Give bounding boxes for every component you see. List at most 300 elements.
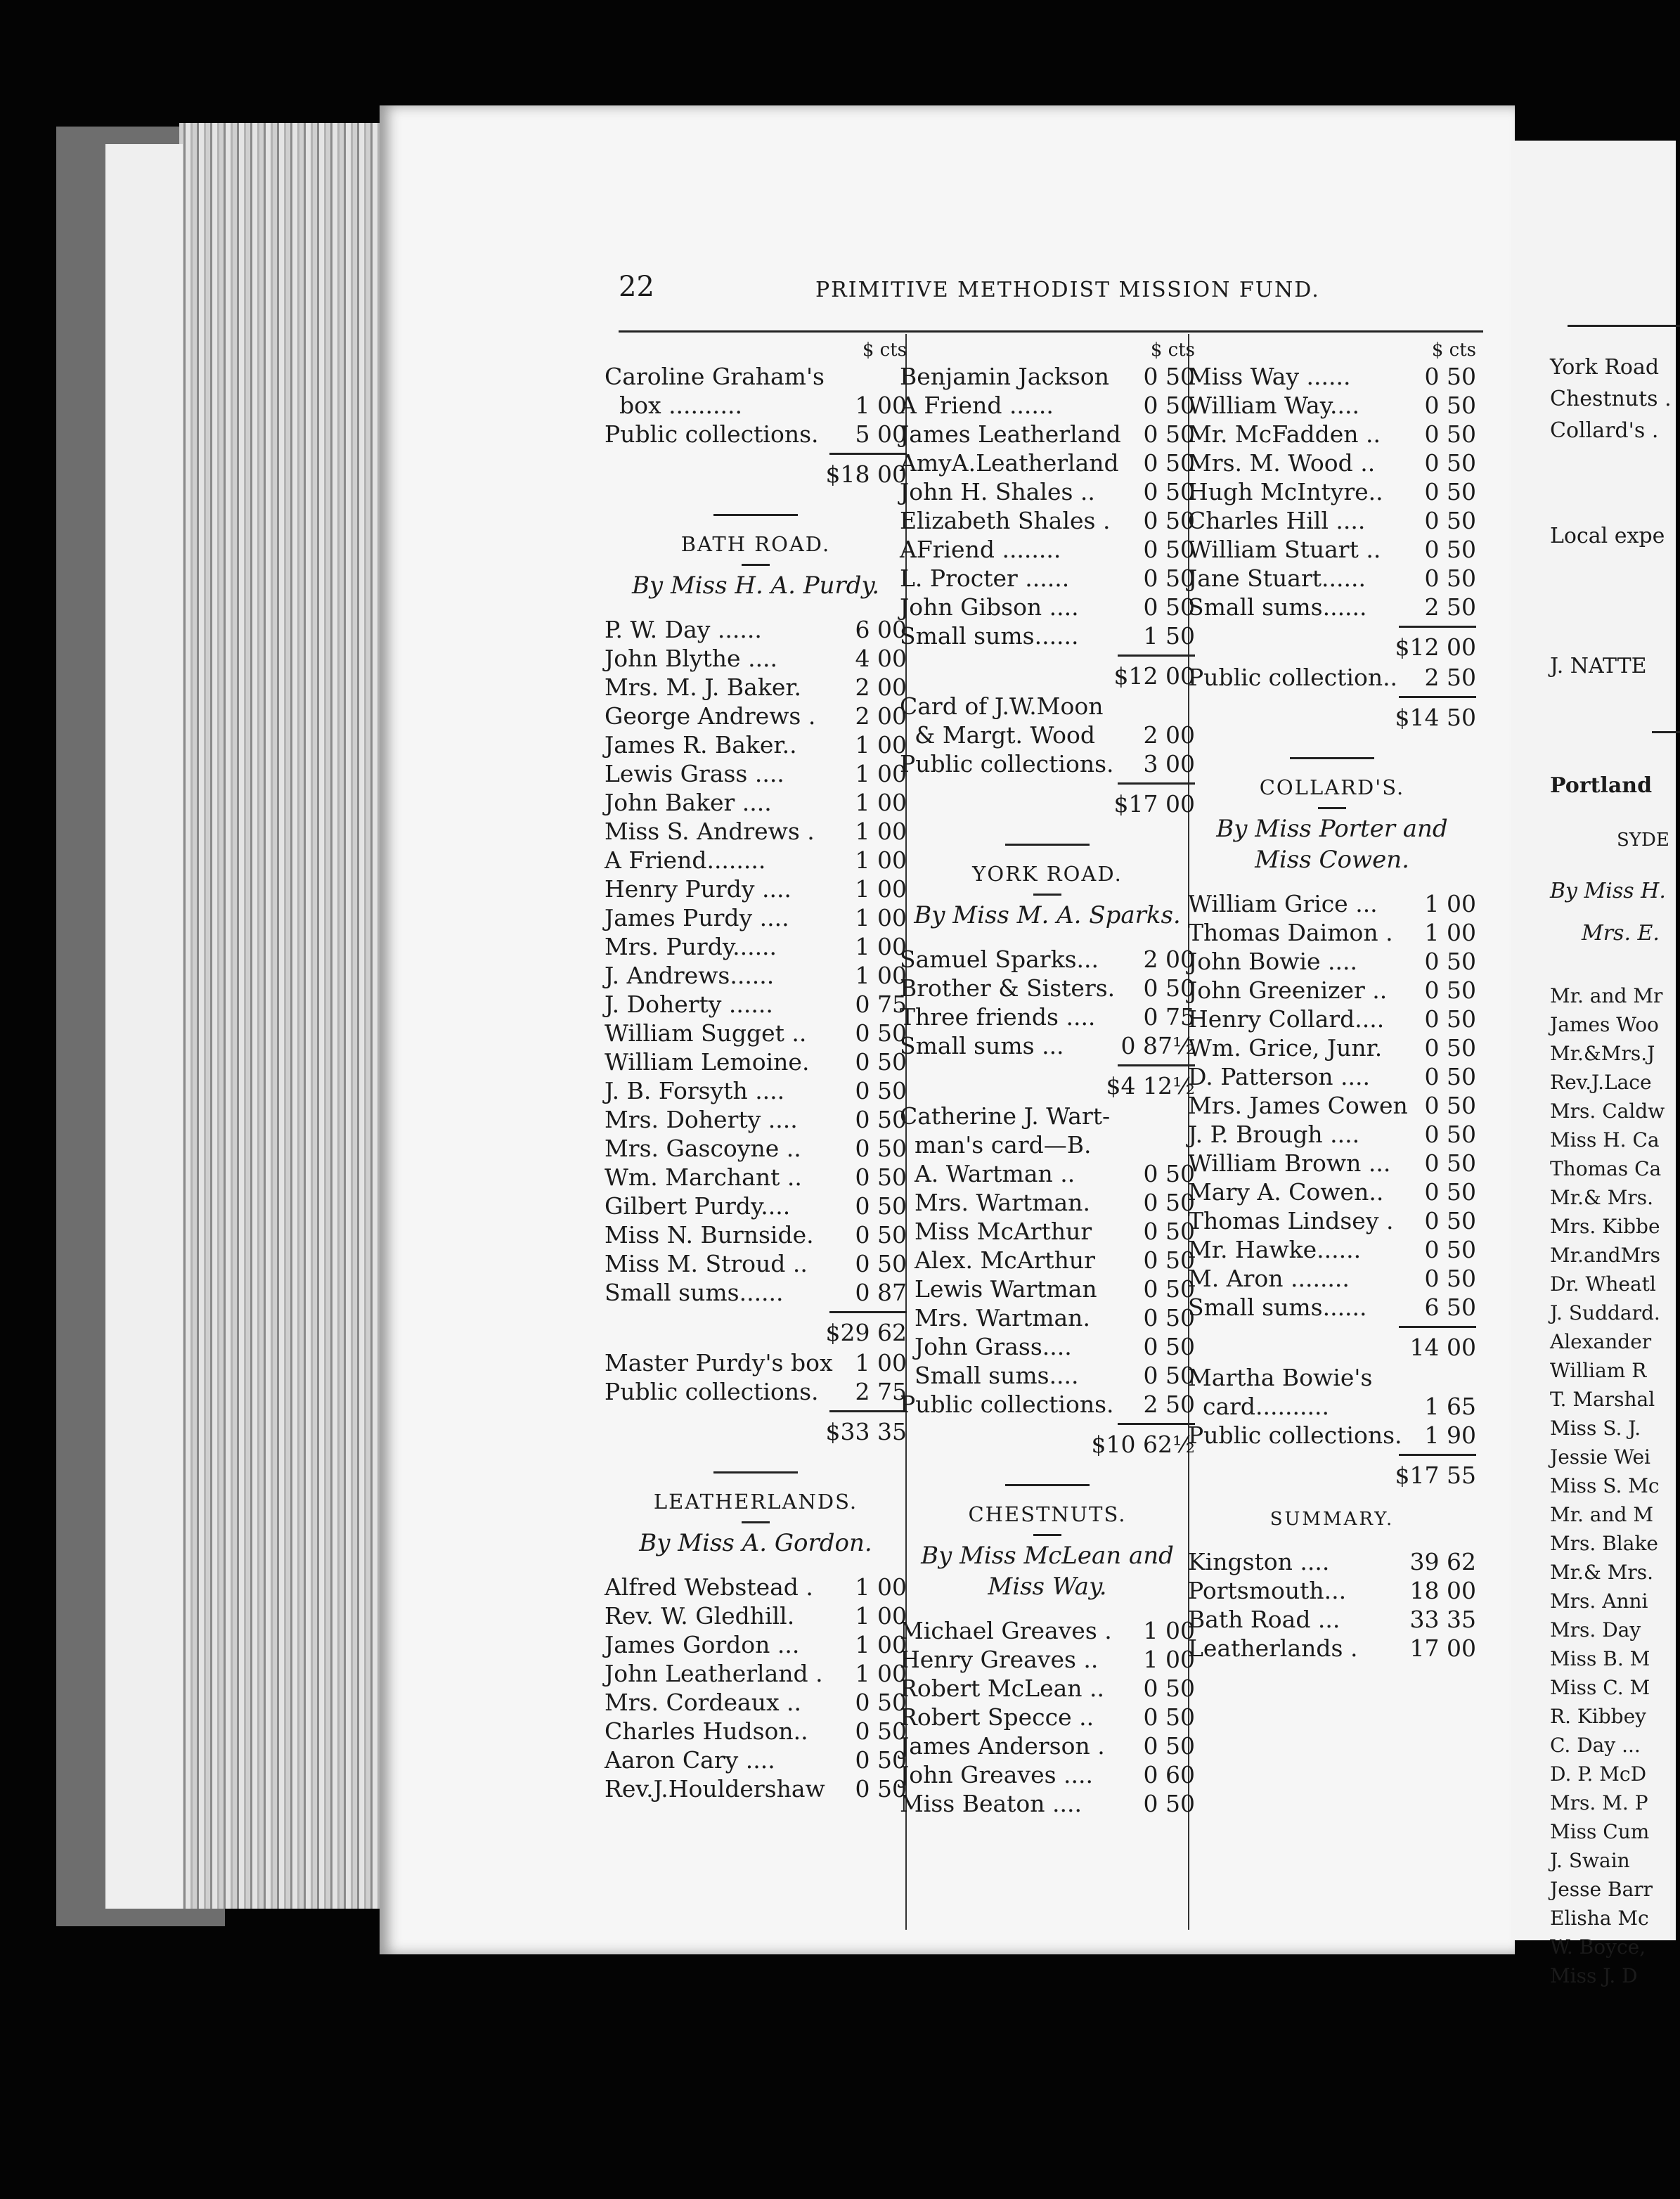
entry-amount: 1 65 xyxy=(1424,1393,1476,1420)
ledger-row xyxy=(605,730,907,759)
np-name: T. Marshal xyxy=(1550,1388,1655,1411)
entry-name: Rev.J.Houldershaw xyxy=(605,1775,825,1803)
ledger-row xyxy=(900,1361,1195,1390)
entry-name: Card of J.W.Moon xyxy=(900,692,1104,720)
total: $17 55 xyxy=(1395,1462,1476,1489)
entry-amount: 0 50 xyxy=(1424,392,1476,419)
page-edges xyxy=(179,123,404,1909)
entry-name: Leatherlands . xyxy=(1188,1634,1358,1662)
entry-amount: 0 50 xyxy=(1143,565,1195,592)
ledger-row xyxy=(605,788,907,817)
ledger-row xyxy=(1188,1149,1476,1178)
ledger-row xyxy=(900,1732,1195,1760)
entry-amount: 0 50 xyxy=(1424,948,1476,975)
entry-name: card.......... xyxy=(1188,1393,1329,1420)
summary-title: SUMMARY. xyxy=(1269,1509,1395,1530)
ledger-row xyxy=(605,961,907,990)
donor-list xyxy=(1188,362,1476,621)
ledger-row xyxy=(900,621,1195,650)
ledger-row xyxy=(1188,564,1476,593)
entry-amount: 0 50 xyxy=(1143,536,1195,563)
collector: By Miss M. A. Sparks. xyxy=(914,901,1181,929)
ledger-row xyxy=(605,1717,907,1746)
entry-amount: 1 50 xyxy=(1143,622,1195,650)
entry-amount: 1 00 xyxy=(855,904,907,931)
np-name: Mrs. Kibbe xyxy=(1550,1215,1660,1238)
section-separator xyxy=(713,514,798,516)
entry-amount: 2 50 xyxy=(1424,664,1476,691)
np-name: Mrs. Caldw xyxy=(1550,1100,1665,1123)
ledger-row xyxy=(605,615,907,644)
entry-name: Hugh McIntyre.. xyxy=(1188,478,1383,505)
entry-amount: 0 50 xyxy=(1143,507,1195,534)
entry-amount: 0 50 xyxy=(1143,1675,1195,1702)
sum-rule xyxy=(1399,696,1476,698)
entry-name: William Brown ... xyxy=(1188,1149,1391,1177)
ledger-row xyxy=(1188,506,1476,535)
entry-amount: 0 50 xyxy=(855,1746,907,1774)
np-line: Mrs. E. xyxy=(1582,921,1660,946)
entry-name: Small sums...... xyxy=(1188,593,1367,621)
entry-name: Mr. Hawke...... xyxy=(1188,1236,1362,1263)
total: $4 12½ xyxy=(1106,1072,1195,1100)
entry-name: James Leatherland xyxy=(900,420,1121,448)
entry-amount: 0 50 xyxy=(1424,363,1476,390)
np-name: R. Kibbey xyxy=(1550,1705,1646,1728)
entry-amount: 1 00 xyxy=(855,1660,907,1687)
entry-amount: 0 50 xyxy=(1143,363,1195,390)
section-title: BATH ROAD. xyxy=(680,532,831,556)
entry-name: P. W. Day ...... xyxy=(605,616,762,643)
entry-amount: 1 00 xyxy=(855,789,907,816)
entry-name: Charles Hill .... xyxy=(1188,507,1366,534)
extra-list xyxy=(1188,1363,1476,1450)
entry-amount: 0 50 xyxy=(855,1221,907,1249)
section-separator xyxy=(1005,1484,1090,1486)
entry-amount: 0 75 xyxy=(855,991,907,1018)
entry-name: Miss Beaton .... xyxy=(900,1790,1082,1817)
entry-name: James Purdy .... xyxy=(605,904,789,931)
np-name: Jessie Wei xyxy=(1550,1445,1650,1469)
card-list xyxy=(900,692,1195,778)
sum-rule xyxy=(1399,1454,1476,1456)
np-line: Chestnuts . xyxy=(1550,387,1672,411)
ledger-row xyxy=(605,1192,907,1220)
entry-name: Public collections. xyxy=(1188,1421,1402,1449)
entry-amount: 1 90 xyxy=(1424,1421,1476,1449)
ledger-row xyxy=(1188,1005,1476,1033)
ledger-row xyxy=(900,1159,1195,1188)
entry-amount: 0 50 xyxy=(1143,420,1195,448)
entry-amount: 2 50 xyxy=(1143,1391,1195,1418)
ledger-row xyxy=(605,990,907,1019)
entry-name: Kingston .... xyxy=(1188,1548,1330,1575)
extra-list xyxy=(1188,663,1476,692)
entry-name: John Gibson .... xyxy=(900,593,1079,621)
page-number: 22 xyxy=(619,271,654,303)
np-name: Mrs. Day xyxy=(1550,1618,1641,1642)
ledger-row xyxy=(900,1246,1195,1275)
ledger-row xyxy=(605,1163,907,1192)
rule xyxy=(1652,731,1680,733)
entry-amount: 1 00 xyxy=(855,846,907,874)
ledger-row xyxy=(900,1703,1195,1732)
entry-amount: 17 00 xyxy=(1409,1634,1476,1662)
entry-amount: 0 50 xyxy=(1424,1265,1476,1292)
ledger-row xyxy=(900,1616,1195,1645)
entry-name: John Bowie .... xyxy=(1188,948,1357,975)
ledger-row xyxy=(605,1047,907,1076)
np-name: Thomas Ca xyxy=(1550,1157,1662,1180)
np-name: C. Day ... xyxy=(1550,1734,1641,1757)
header-rule xyxy=(1568,325,1680,327)
ledger-row xyxy=(1188,420,1476,449)
ledger-row xyxy=(1188,1363,1476,1392)
ledger-row xyxy=(605,846,907,875)
entry-amount: 0 50 xyxy=(1143,1189,1195,1216)
entry-name: M. Aron ........ xyxy=(1188,1265,1350,1292)
entry-amount: 6 00 xyxy=(855,616,907,643)
entry-amount: 0 50 xyxy=(1143,1304,1195,1331)
dash xyxy=(742,1521,770,1523)
dash xyxy=(1033,894,1061,896)
sum-rule xyxy=(1118,782,1195,785)
entry-amount: 0 50 xyxy=(1143,478,1195,505)
ledger-row xyxy=(900,593,1195,621)
entry-amount: 0 50 xyxy=(1143,1333,1195,1360)
ledger-row xyxy=(605,1659,907,1688)
np-name: Elisha Mc xyxy=(1550,1907,1649,1930)
np-name: Mr. and M xyxy=(1550,1503,1653,1526)
ledger-row xyxy=(1188,1206,1476,1235)
ledger-row xyxy=(1188,663,1476,692)
ledger-row xyxy=(1188,1605,1476,1634)
ledger-row xyxy=(900,1188,1195,1217)
ledger-row xyxy=(900,1760,1195,1789)
ledger-row xyxy=(1188,1634,1476,1663)
header-rule xyxy=(619,330,1483,333)
entry-amount: 0 50 xyxy=(1424,1121,1476,1148)
entry-name: Small sums ... xyxy=(900,1032,1064,1059)
entry-amount: 0 50 xyxy=(1143,1703,1195,1731)
entry-amount: 0 50 xyxy=(855,1048,907,1076)
ledger-row xyxy=(1188,1235,1476,1264)
section-title: COLLARD'S. xyxy=(1259,775,1405,799)
entry-name: Robert Specce .. xyxy=(900,1703,1094,1731)
ledger-row xyxy=(605,759,907,788)
entry-amount: 0 50 xyxy=(1424,536,1476,563)
entry-name: Robert McLean .. xyxy=(900,1675,1105,1702)
entry-amount: 0 50 xyxy=(1143,1218,1195,1245)
ledger-row xyxy=(1188,1293,1476,1322)
entry-name: Mrs. M. J. Baker. xyxy=(605,673,801,701)
ledger-row xyxy=(900,449,1195,477)
entry-amount: 0 50 xyxy=(1424,1149,1476,1177)
ledger-row xyxy=(605,903,907,932)
entry-name: William Sugget .. xyxy=(605,1019,807,1047)
entry-amount: 1 00 xyxy=(855,760,907,787)
entry-amount: 0 50 xyxy=(1143,1160,1195,1187)
sum-rule xyxy=(829,1410,907,1412)
entry-name: Henry Greaves .. xyxy=(900,1646,1099,1673)
entry-name: Portsmouth... xyxy=(1188,1577,1347,1604)
ledger-row xyxy=(605,1134,907,1163)
ledger-row xyxy=(605,875,907,903)
ledger-row xyxy=(1188,535,1476,564)
entry-amount: 1 00 xyxy=(1143,1646,1195,1673)
entry-amount: 33 35 xyxy=(1409,1606,1476,1633)
column-2 xyxy=(900,334,1195,1818)
summary-list xyxy=(1188,1547,1476,1663)
entry-name: Catherine J. Wart- xyxy=(900,1102,1111,1130)
entry-amount: 1 00 xyxy=(855,1631,907,1658)
entry-amount: 0 50 xyxy=(855,1775,907,1803)
collector: By Miss H. A. Purdy. xyxy=(631,572,880,600)
ledger-row xyxy=(1188,947,1476,976)
entry-name: Master Purdy's box xyxy=(605,1349,833,1376)
ledger-row xyxy=(900,1275,1195,1303)
ledger-row xyxy=(1188,1120,1476,1149)
entry-amount: 2 00 xyxy=(855,673,907,701)
section-separator xyxy=(1290,757,1374,759)
entry-amount: 5 00 xyxy=(855,420,907,448)
dash xyxy=(1033,1534,1061,1536)
np-name: J. Swain xyxy=(1550,1849,1630,1872)
ledger-row xyxy=(900,420,1195,449)
extra-list xyxy=(605,1348,907,1406)
entry-amount: 1 00 xyxy=(1424,890,1476,917)
ledger-row xyxy=(900,535,1195,564)
np-name: Mrs. M. P xyxy=(1550,1791,1648,1814)
entry-amount: 2 50 xyxy=(1424,593,1476,621)
unit-label: $ cts xyxy=(862,340,907,361)
np-name: William R xyxy=(1550,1359,1647,1382)
dash xyxy=(1318,807,1346,809)
ledger-row xyxy=(900,1130,1195,1159)
ledger-row xyxy=(605,1019,907,1047)
entry-amount: 0 50 xyxy=(1424,1092,1476,1119)
donor-list xyxy=(900,1616,1195,1818)
np-line: York Road xyxy=(1550,355,1660,380)
ledger-row xyxy=(605,1774,907,1803)
ledger-row xyxy=(605,1249,907,1278)
entry-name: Miss M. Stroud .. xyxy=(605,1250,808,1277)
ledger-row xyxy=(900,1102,1195,1130)
entry-name: Aaron Cary .... xyxy=(605,1746,775,1774)
entry-name: John H. Shales .. xyxy=(900,478,1095,505)
entry-name: Mrs. Doherty .... xyxy=(605,1106,798,1133)
entry-amount: 6 50 xyxy=(1424,1294,1476,1321)
ledger-row xyxy=(605,1630,907,1659)
collector: By Miss Porter and xyxy=(1216,815,1448,843)
entry-name: William Lemoine. xyxy=(605,1048,810,1076)
ledger-row xyxy=(605,1746,907,1774)
ledger-row xyxy=(605,702,907,730)
entry-name: Small sums...... xyxy=(1188,1294,1367,1321)
entry-amount: 0 50 xyxy=(1424,478,1476,505)
entry-name: J. Andrews...... xyxy=(605,962,775,989)
donor-list xyxy=(605,1573,907,1803)
entry-name: Miss Way ...... xyxy=(1188,363,1351,390)
collector: Miss Cowen. xyxy=(1255,846,1409,874)
donor-list xyxy=(605,615,907,1307)
entry-amount: 18 00 xyxy=(1409,1577,1476,1604)
section-title: CHESTNUTS. xyxy=(968,1502,1127,1526)
entry-amount: 4 00 xyxy=(855,645,907,672)
ledger-row xyxy=(605,1573,907,1601)
ledger-row xyxy=(605,420,907,449)
collector: By Miss McLean and xyxy=(921,1542,1174,1570)
entry-name: Elizabeth Shales . xyxy=(900,507,1111,534)
np-line: Collard's . xyxy=(1550,418,1659,443)
sum-rule xyxy=(1118,654,1195,657)
entry-name: John Greenizer .. xyxy=(1188,976,1388,1004)
np-name: W. Boyce, xyxy=(1550,1935,1646,1959)
np-name: James Woo xyxy=(1550,1013,1659,1036)
entry-name: Public collections. xyxy=(900,750,1114,778)
section-separator xyxy=(1005,844,1090,846)
ledger-row xyxy=(1188,889,1476,918)
ledger-row xyxy=(900,1390,1195,1419)
sum-rule xyxy=(829,453,907,455)
ledger-row xyxy=(605,1601,907,1630)
entry-amount: 0 50 xyxy=(1424,976,1476,1004)
entry-name: Henry Purdy .... xyxy=(605,875,791,903)
entry-name: William Way.... xyxy=(1188,392,1359,419)
entry-amount: 0 50 xyxy=(855,1135,907,1162)
entry-amount: 3 00 xyxy=(1143,750,1195,778)
entry-name: Miss McArthur xyxy=(900,1218,1092,1245)
entry-name: Rev. W. Gledhill. xyxy=(605,1602,795,1630)
entry-name: Bath Road ... xyxy=(1188,1606,1340,1633)
np-name: Mrs. Blake xyxy=(1550,1532,1658,1555)
entry-name: Public collections. xyxy=(900,1391,1114,1418)
entry-name: Charles Hudson.. xyxy=(605,1717,808,1745)
entry-name: Wm. Marchant .. xyxy=(605,1163,802,1191)
ledger-row xyxy=(605,1220,907,1249)
ledger-row xyxy=(900,477,1195,506)
entry-amount: 0 50 xyxy=(1424,1005,1476,1033)
np-title: Portland xyxy=(1550,773,1653,798)
ledger-row xyxy=(900,1031,1195,1060)
ledger-row xyxy=(900,1645,1195,1674)
entry-amount: 1 00 xyxy=(855,1602,907,1630)
card-list xyxy=(900,1102,1195,1419)
entry-name: Mrs. Gascoyne .. xyxy=(605,1135,801,1162)
entry-amount: 0 50 xyxy=(1424,449,1476,477)
entry-name: Mrs. Wartman. xyxy=(900,1189,1090,1216)
ledger-row xyxy=(900,362,1195,391)
unit-label: $ cts xyxy=(1150,340,1195,361)
np-name: Miss J. D xyxy=(1550,1964,1638,1987)
entry-name: Mrs. M. Wood .. xyxy=(1188,449,1376,477)
entry-name: J. P. Brough .... xyxy=(1188,1121,1360,1148)
unit-label: $ cts xyxy=(1431,340,1476,361)
entry-amount: 0 75 xyxy=(1143,1003,1195,1031)
entry-name: Mrs. Purdy...... xyxy=(605,933,777,960)
entry-amount: 2 00 xyxy=(1143,721,1195,749)
entry-name: D. Patterson .... xyxy=(1188,1063,1370,1090)
donor-list xyxy=(1188,889,1476,1322)
entry-amount: 2 00 xyxy=(855,702,907,730)
entry-amount: 0 50 xyxy=(1143,1246,1195,1274)
total: $33 35 xyxy=(825,1418,907,1445)
np-name: Miss Cum xyxy=(1550,1820,1650,1843)
np-name: Mr. and Mr xyxy=(1550,984,1663,1007)
entry-name: Alfred Webstead . xyxy=(605,1573,813,1601)
ledger-row xyxy=(900,974,1195,1002)
entry-name: AFriend ........ xyxy=(900,536,1061,563)
entry-name: A Friend........ xyxy=(605,846,766,874)
entry-amount: 1 00 xyxy=(855,818,907,845)
section-separator xyxy=(713,1471,798,1473)
entry-name: Caroline Graham's xyxy=(605,363,825,390)
ledger-row xyxy=(605,1105,907,1134)
entry-name: box .......... xyxy=(605,392,742,419)
np-name: Alexander xyxy=(1550,1330,1652,1353)
entry-name: Mrs. Cordeaux .. xyxy=(605,1689,802,1716)
entry-amount: 0 50 xyxy=(1143,1362,1195,1389)
entry-amount: 0 60 xyxy=(1143,1761,1195,1788)
entry-amount: 0 50 xyxy=(1143,449,1195,477)
sum-rule xyxy=(829,1311,907,1313)
np-name: Mr.& Mrs. xyxy=(1550,1561,1654,1584)
entry-amount: 0 50 xyxy=(1424,1236,1476,1263)
np-name: Dr. Wheatl xyxy=(1550,1272,1656,1296)
entry-amount: 1 00 xyxy=(1143,1617,1195,1644)
entry-name: James Gordon ... xyxy=(605,1631,800,1658)
np-name: Mr.&Mrs.J xyxy=(1550,1042,1655,1065)
np-name: Miss S. J. xyxy=(1550,1417,1641,1440)
ledger-row xyxy=(605,932,907,961)
entry-name: L. Procter ...... xyxy=(900,565,1070,592)
entry-name: John Blythe .... xyxy=(605,645,778,672)
ledger-row xyxy=(900,945,1195,974)
sum-rule xyxy=(1118,1064,1195,1066)
ledger-row xyxy=(605,1348,907,1377)
entry-amount: 2 00 xyxy=(1143,946,1195,973)
dash xyxy=(742,564,770,566)
entry-name: Three friends .... xyxy=(900,1003,1096,1031)
entry-name: John Baker .... xyxy=(605,789,772,816)
entry-amount: 0 50 xyxy=(855,1717,907,1745)
total: $10 62½ xyxy=(1091,1431,1195,1458)
ledger-row xyxy=(1188,449,1476,477)
ledger-row xyxy=(1188,477,1476,506)
entry-name: Samuel Sparks... xyxy=(900,946,1099,973)
entry-amount: 0 50 xyxy=(1424,1178,1476,1206)
ledger-row xyxy=(900,1674,1195,1703)
ledger-row xyxy=(1188,1091,1476,1120)
column-3 xyxy=(1188,334,1476,1663)
entry-name: John Grass.... xyxy=(900,1333,1072,1360)
ledger-row xyxy=(1188,976,1476,1005)
entry-amount: 0 50 xyxy=(855,1163,907,1191)
subtotal: $29 62 xyxy=(825,1319,907,1346)
ledger-row xyxy=(900,1217,1195,1246)
donor-list xyxy=(900,362,1195,650)
ledger-row xyxy=(1188,391,1476,420)
ledger-row xyxy=(1188,1421,1476,1450)
entry-name: A. Wartman .. xyxy=(900,1160,1075,1187)
ledger-row xyxy=(605,1076,907,1105)
entry-amount: 0 50 xyxy=(855,1192,907,1220)
np-name: Miss B. M xyxy=(1550,1647,1650,1670)
entry-name: & Margt. Wood xyxy=(900,721,1095,749)
flyleaf xyxy=(105,144,183,1909)
entry-amount: 0 50 xyxy=(855,1019,907,1047)
ledger-row xyxy=(900,1332,1195,1361)
